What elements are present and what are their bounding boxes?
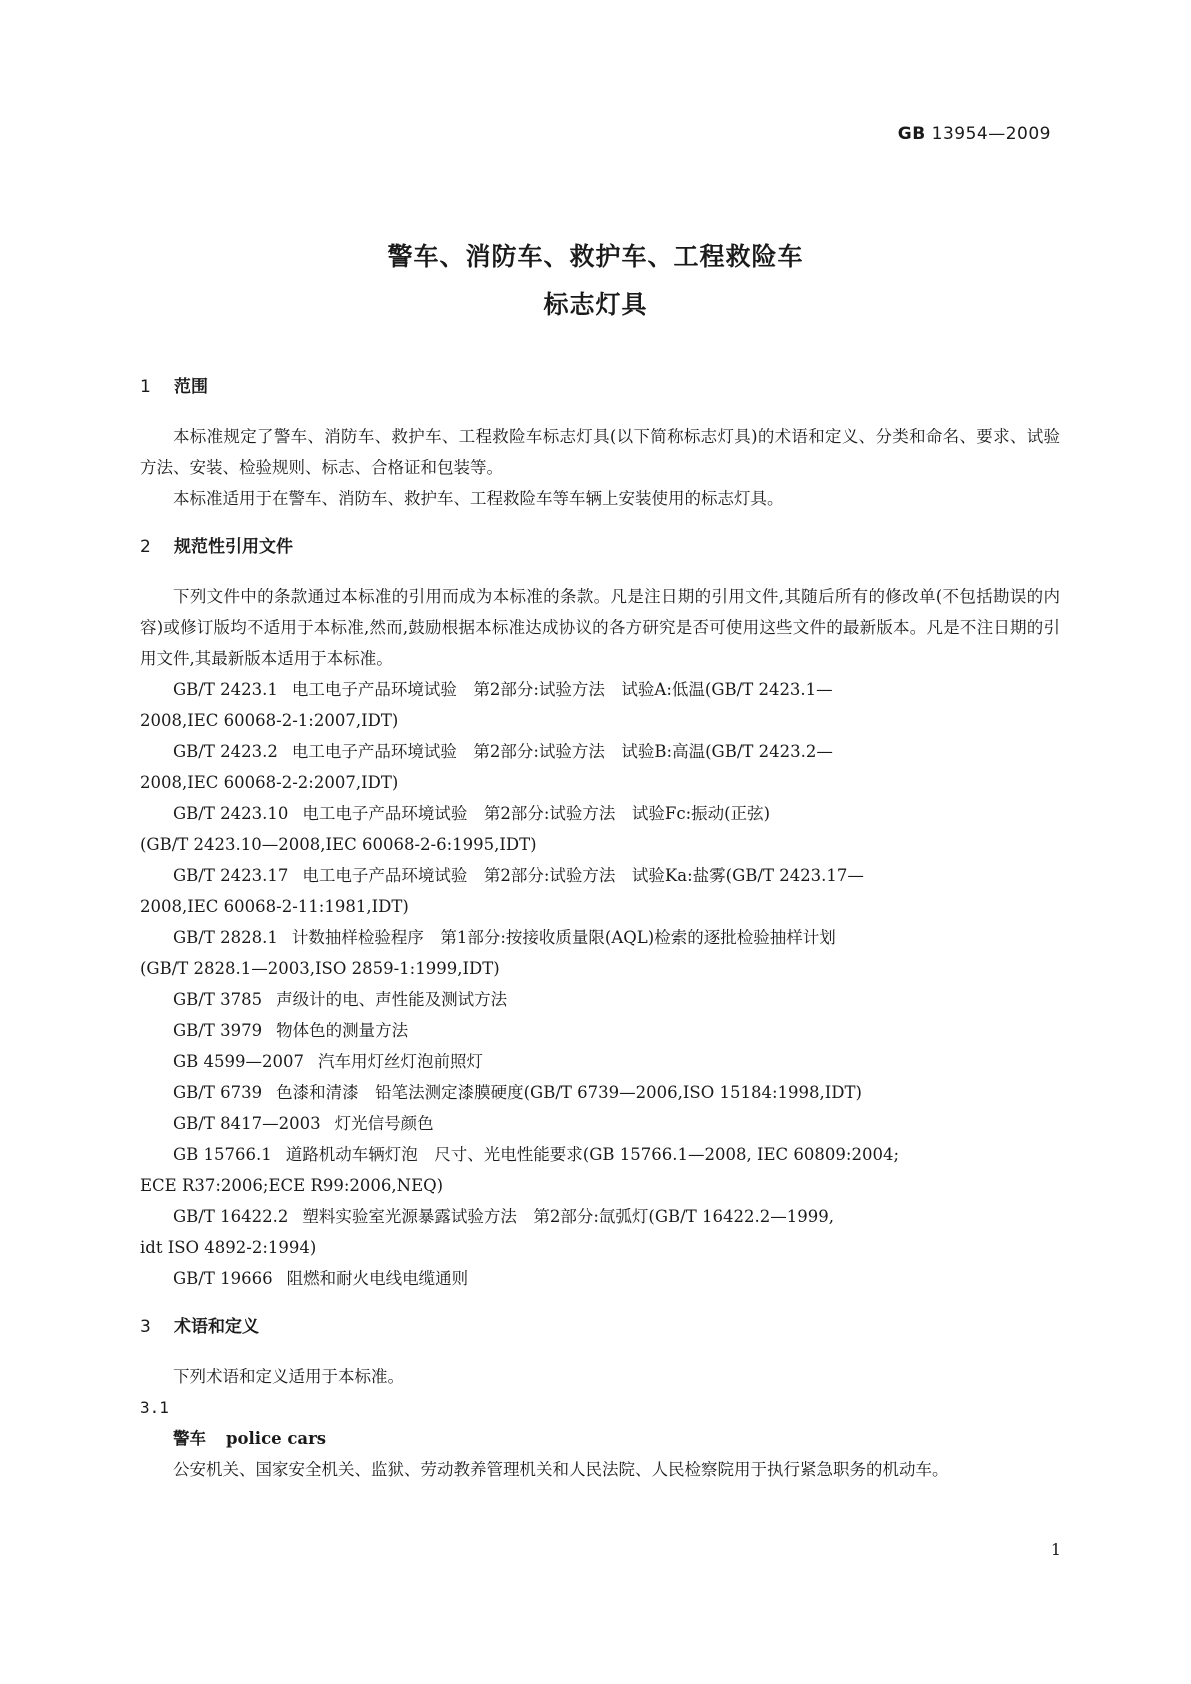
reference-item: GB 15766.1 道路机动车辆灯泡 尺寸、光电性能要求(GB 15766.1—2008, IEC 60809:2004; ECE R37:2006;ECE R99:2006,NEQ) bbox=[140, 1145, 900, 1195]
reference-item: GB/T 8417—2003 灯光信号颜色 bbox=[173, 1114, 434, 1133]
section-2-intro: 下列文件中的条款通过本标准的引用而成为本标准的条款。凡是注日期的引用文件,其随后所有的修改单(不包括勘误的内容)或修订版均不适用于本标准,然而,鼓励根据本标准达成协议的各方研究是否可使用这些文件的最新版本。凡是不注日期的引用文件,其最新版本适用于本标准。 bbox=[140, 587, 1060, 668]
section-1-paragraph-1: 本标准规定了警车、消防车、救护车、工程救险车标志灯具(以下简称标志灯具)的术语和定义、分类和命名、要求、试验方法、安装、检验规则、标志、合格证和包装等。 bbox=[140, 427, 1060, 477]
term-definition: 公安机关、国家安全机关、监狱、劳动教养管理机关和人民法院、人民检察院用于执行紧急职务的机动车。 bbox=[173, 1460, 949, 1479]
reference-item: GB/T 2423.2 电工电子产品环境试验 第2部分:试验方法 试验B:高温(GB/T 2423.2— 2008,IEC 60068-2-2:2007,IDT) bbox=[140, 742, 833, 792]
document-body bbox=[140, 372, 1060, 1485]
reference-item: GB 4599—2007 汽车用灯丝灯泡前照灯 bbox=[173, 1052, 484, 1071]
title-line-1: 警车、消防车、救护车、工程救险车 bbox=[387, 242, 804, 271]
reference-item: GB/T 2423.17 电工电子产品环境试验 第2部分:试验方法 试验Ka:盐雾(GB/T 2423.17— 2008,IEC 60068-2-11:1981,IDT) bbox=[140, 866, 864, 916]
standard-number bbox=[898, 124, 1051, 144]
section-1-heading: 1 范围 bbox=[140, 377, 208, 397]
term-english: police cars bbox=[226, 1429, 327, 1448]
term-heading bbox=[140, 1423, 1060, 1454]
standard-code: 13954—2009 bbox=[931, 124, 1051, 144]
page-number: 1 bbox=[1050, 1540, 1061, 1559]
section-2-heading: 2 规范性引用文件 bbox=[140, 537, 293, 557]
section-3-intro: 下列术语和定义适用于本标准。 bbox=[173, 1367, 404, 1386]
section-3-heading: 3 术语和定义 bbox=[140, 1317, 259, 1337]
reference-item: GB/T 2423.10 电工电子产品环境试验 第2部分:试验方法 试验Fc:振动(正弦) (GB/T 2423.10—2008,IEC 60068-2-6:1995,IDT) bbox=[140, 804, 771, 854]
reference-item: GB/T 16422.2 塑料实验室光源暴露试验方法 第2部分:氙弧灯(GB/T 16422.2—1999, idt ISO 4892-2:1994) bbox=[140, 1207, 834, 1257]
reference-item: GB/T 19666 阻燃和耐火电线电缆通则 bbox=[173, 1269, 469, 1288]
section-1-paragraph-2: 本标准适用于在警车、消防车、救护车、工程救险车等车辆上安装使用的标志灯具。 bbox=[173, 489, 784, 508]
reference-item: GB/T 6739 色漆和清漆 铅笔法测定漆膜硬度(GB/T 6739—2006,ISO 15184:1998,IDT) bbox=[173, 1083, 862, 1102]
reference-item: GB/T 3785 声级计的电、声性能及测试方法 bbox=[173, 990, 508, 1009]
reference-item: GB/T 3979 物体色的测量方法 bbox=[173, 1021, 409, 1040]
reference-list bbox=[140, 674, 1060, 1294]
reference-item: GB/T 2423.1 电工电子产品环境试验 第2部分:试验方法 试验A:低温(GB/T 2423.1— 2008,IEC 60068-2-1:2007,IDT) bbox=[140, 680, 833, 730]
term-chinese: 警车 bbox=[173, 1429, 206, 1448]
reference-item: GB/T 2828.1 计数抽样检验程序 第1部分:按接收质量限(AQL)检索的逐批检验抽样计划 (GB/T 2828.1—2003,ISO 2859-1:1999,IDT) bbox=[140, 928, 836, 978]
standard-prefix: GB bbox=[897, 124, 926, 144]
title-line-2: 标志灯具 bbox=[543, 290, 648, 319]
term-number: 3.1 bbox=[140, 1398, 169, 1417]
document-title bbox=[0, 233, 1191, 329]
